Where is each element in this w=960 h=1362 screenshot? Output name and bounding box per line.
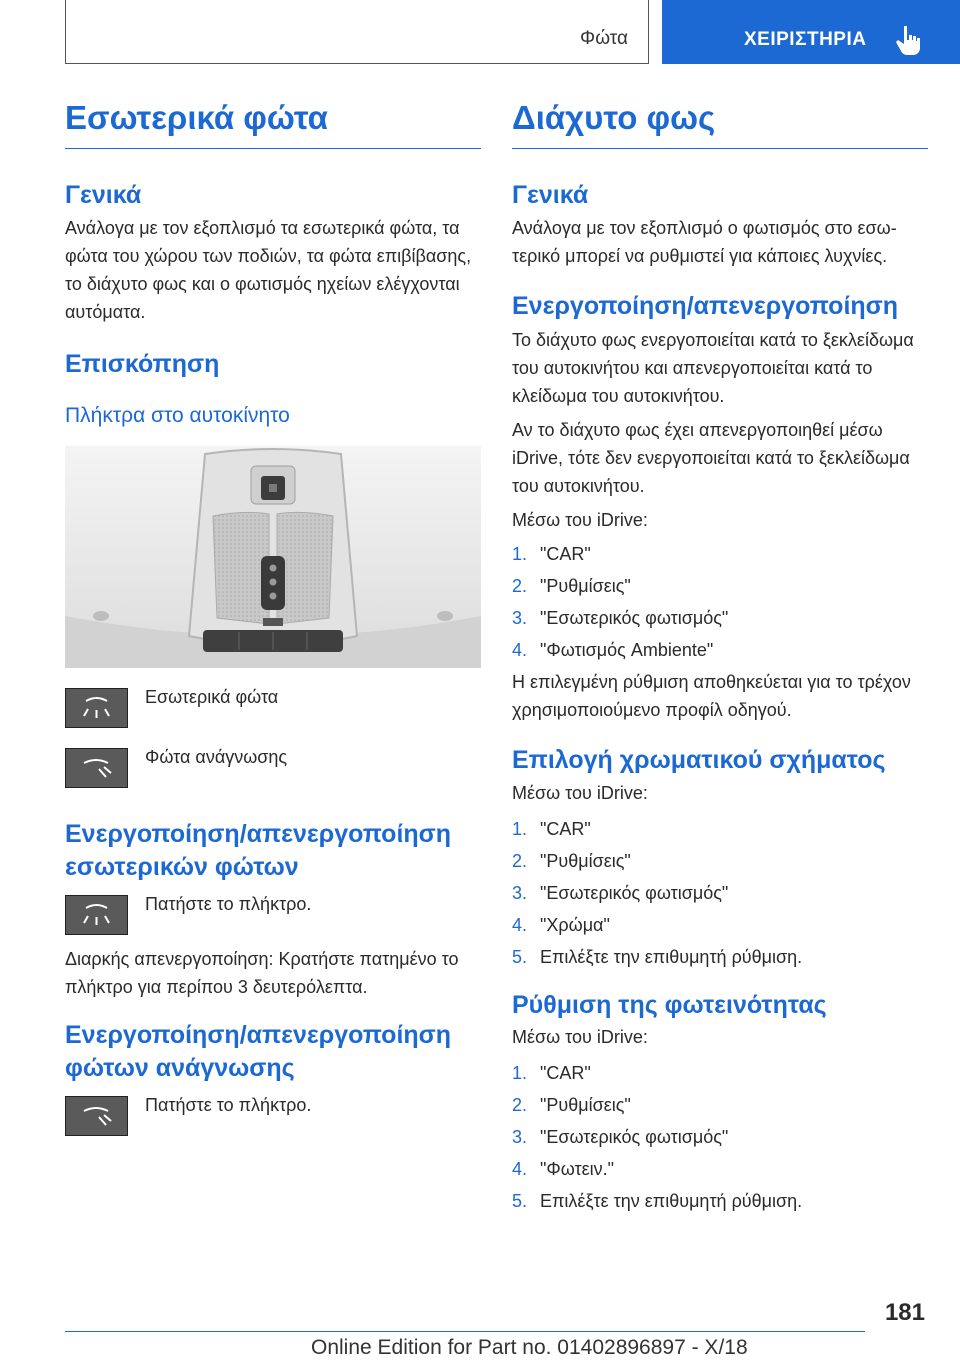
list-item: 3. "Εσωτερικός φωτισμός" xyxy=(512,1127,729,1148)
reading-light-label: Φώτα ανάγνωσης xyxy=(145,747,288,768)
right-column xyxy=(512,100,928,1219)
heading-general-left: Γενικά xyxy=(65,181,142,210)
list-item: 5. Επιλέξτε την επιθυμητή ρύθμιση. xyxy=(512,1191,803,1212)
footer-edition-text: Online Edition for Part no. 01402896897 - X/18 xyxy=(311,1336,748,1359)
interior-light-button-icon xyxy=(65,688,128,728)
icon-row-onoff-reading xyxy=(65,1096,481,1136)
page-number: 181 xyxy=(884,1299,925,1326)
steps-list-3 xyxy=(512,1059,928,1215)
header-chapter-tab xyxy=(662,0,960,64)
icon-row-onoff-interior xyxy=(65,895,481,935)
heading-brightness: Ρύθμιση της φωτεινότητας xyxy=(512,990,827,1019)
list-item: 4. "Χρώμα" xyxy=(512,914,610,935)
interior-light-button-icon-2 xyxy=(65,895,128,935)
list-item: 1. "CAR" xyxy=(512,1063,591,1084)
list-item: 5. Επιλέξτε την επιθυμητή ρύθμιση. xyxy=(512,946,803,967)
profile-text: Η επιλεγμένη ρύθμιση αποθηκεύεται για το τρέχον χρησιμοποιούμενο προφίλ οδηγού. xyxy=(512,672,911,721)
list-item: 4. "Φωτειν." xyxy=(512,1159,615,1180)
heading-color-scheme: Επιλογή χρωματικού σχήματος xyxy=(512,746,886,775)
reading-light-button-icon xyxy=(65,748,128,788)
steps-list-2 xyxy=(512,815,928,971)
permanent-off-text: Διαρκής απενεργοποίηση: Κρατήστε πατημένο το πλήκτρο για περίπου 3 δευτερόλεπτα. xyxy=(65,949,459,998)
press-button-text-1: Πατήστε το πλήκτρο. xyxy=(145,894,312,915)
list-item: 1. "CAR" xyxy=(512,544,591,565)
footer-divider xyxy=(65,1331,865,1332)
list-item: 2. "Ρυθμίσεις" xyxy=(512,576,631,597)
interior-light-label: Εσωτερικά φώτα xyxy=(145,687,279,708)
via-idrive-2: Μέσω του iDrive: xyxy=(512,782,648,803)
overhead-console-figure xyxy=(65,446,481,668)
reading-light-button-icon-2 xyxy=(65,1096,128,1136)
left-column xyxy=(65,100,481,1136)
heading-general-right: Γενικά xyxy=(512,181,589,210)
list-item: 3. "Εσωτερικός φωτισμός" xyxy=(512,882,729,903)
header-chapter-label: ΧΕΙΡΙΣΤΗΡΙΑ xyxy=(744,29,867,50)
steps-list-1 xyxy=(512,540,928,664)
page-title-interior-lights: Εσωτερικά φώτα xyxy=(65,100,481,149)
general-text-right: Ανάλογα με τον εξοπλισμό ο φωτισμός στο εσωτερικό μπορεί να ρυθμιστεί για κάποιες λυχνίες. xyxy=(512,217,897,266)
header-section-box xyxy=(65,0,649,64)
list-item: 2. "Ρυθμίσεις" xyxy=(512,850,631,871)
press-button-text-2: Πατήστε το πλήκτρο. xyxy=(145,1095,312,1116)
list-item: 1. "CAR" xyxy=(512,818,591,839)
heading-car-buttons: Πλήκτρα στο αυτοκίνητο xyxy=(65,404,290,428)
list-item: 2. "Ρυθμίσεις" xyxy=(512,1095,631,1116)
onoff-ambient-text-1: Το διάχυτο φως ενεργοποιείται κατά το ξεκλείδωμα του αυτοκινήτου και απενεργοποιείται κατά το κλείδωμα του αυτοκινήτου. xyxy=(512,330,914,407)
via-idrive-3: Μέσω του iDrive: xyxy=(512,1027,648,1048)
onoff-ambient-text-2: Αν το διάχυτο φως έχει απενεργοποιηθεί μέσω iDrive, τότε δεν ενεργοποιείται κατά το ξεκλείδωμα του αυτοκινήτου. xyxy=(512,420,910,497)
heading-overview: Επισκόπηση xyxy=(65,349,220,378)
header-section-title: Φώτα xyxy=(580,28,628,49)
general-text-left: Ανάλογα με τον εξοπλισμό τα εσωτερικά φώτα, τα φώτα του χώρου των ποδιών, τα φώτα επιβίβασης, το διάχυτο φως και ο φωτισμός ηχείων ελέγχονται αυτόματα. xyxy=(65,217,472,322)
hand-pointer-icon xyxy=(895,24,923,56)
icon-row-reading xyxy=(65,748,481,788)
list-item: 4. "Φωτισμός Ambiente" xyxy=(512,640,714,661)
heading-onoff-interior: Ενεργοποίηση/απενεργοποίηση εσωτερικών φώτων xyxy=(65,820,452,881)
via-idrive-1: Μέσω του iDrive: xyxy=(512,510,648,531)
list-item: 3. "Εσωτερικός φωτισμός" xyxy=(512,608,729,629)
heading-onoff-reading: Ενεργοποίηση/απενεργοποίηση φώτων ανάγνωσης xyxy=(65,1021,452,1082)
icon-row-interior xyxy=(65,688,481,728)
overhead-console-illustration xyxy=(65,446,481,668)
page-title-ambient-light: Διάχυτο φως xyxy=(512,100,928,149)
heading-onoff-ambient: Ενεργοποίηση/απενεργοποίηση xyxy=(512,291,899,320)
